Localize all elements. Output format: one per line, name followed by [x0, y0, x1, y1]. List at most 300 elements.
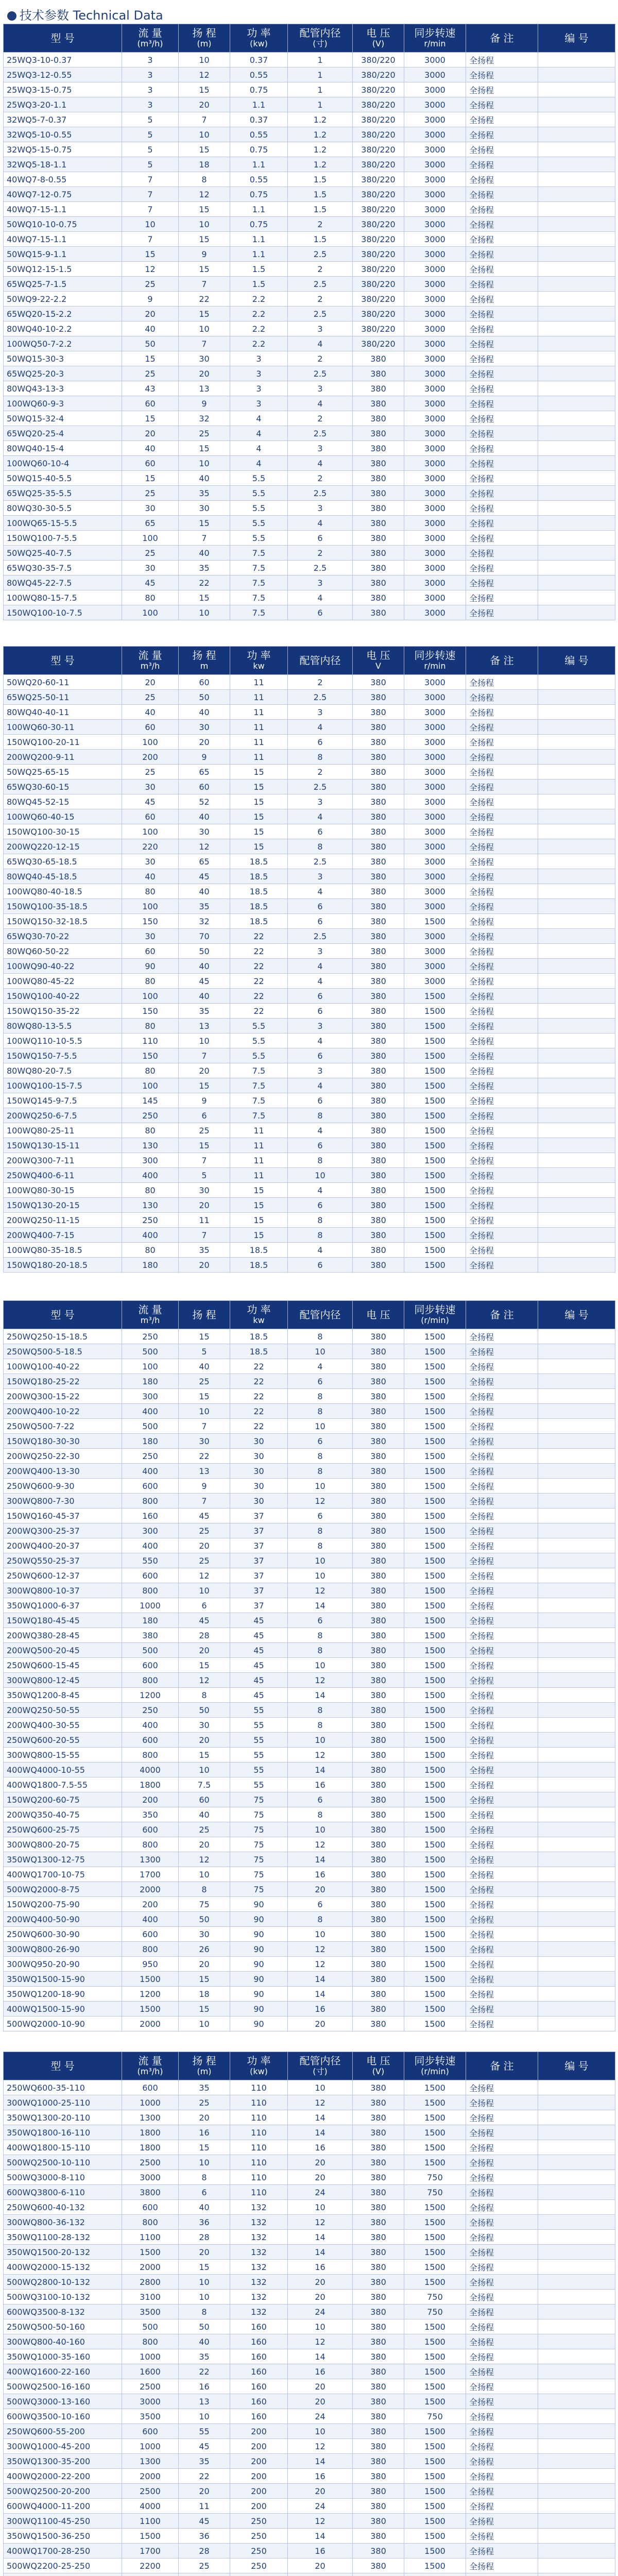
cell-model: 50WQ10-10-0.75 — [4, 217, 122, 232]
cell-speed: 3000 — [404, 779, 466, 794]
cell-pipe-diameter: 8 — [288, 839, 353, 854]
cell-model: 350WQ1300-20-110 — [4, 2110, 122, 2125]
cell-power: 4 — [230, 426, 288, 441]
cell-pipe-diameter: 16 — [288, 1777, 353, 1792]
cell-flow: 145 — [122, 1093, 179, 1108]
cell-remark: 全扬程 — [466, 1837, 538, 1852]
cell-speed: 3000 — [404, 750, 466, 765]
technical-data-table-1 — [3, 24, 615, 620]
cell-speed: 3000 — [404, 690, 466, 705]
cell-flow: 400 — [122, 1718, 179, 1733]
cell-pipe-diameter: 1.5 — [288, 232, 353, 247]
cell-voltage: 380 — [353, 1123, 404, 1138]
cell-pipe-diameter: 6 — [288, 1138, 353, 1153]
cell-remark: 全扬程 — [466, 1643, 538, 1658]
column-header-label: 配管内径 — [299, 2055, 341, 2067]
cell-power: 0.75 — [230, 187, 288, 202]
cell-power: 0.75 — [230, 217, 288, 232]
cell-code — [538, 590, 615, 605]
cell-voltage: 380 — [353, 1957, 404, 1972]
cell-head: 40 — [179, 809, 230, 824]
table-row — [4, 2439, 615, 2454]
cell-model: 65WQ30-60-15 — [4, 779, 122, 794]
cell-flow: 50 — [122, 336, 179, 351]
cell-speed — [404, 2573, 466, 2576]
cell-model: 250WQ600-9-30 — [4, 1479, 122, 1494]
cell-code — [538, 2155, 615, 2170]
cell-flow: 800 — [122, 2215, 179, 2230]
cell-model: 300WQ800-26-90 — [4, 1942, 122, 1957]
table-row — [4, 914, 615, 929]
cell-flow: 1500 — [122, 2245, 179, 2260]
cell-speed: 3000 — [404, 959, 466, 974]
cell-code — [538, 1942, 615, 1957]
cell-power: 132 — [230, 2245, 288, 2260]
cell-code — [538, 2290, 615, 2304]
cell-pipe-diameter: 2 — [288, 471, 353, 486]
cell-model: 80WQ60-50-22 — [4, 944, 122, 959]
cell-pipe-diameter: 2 — [288, 351, 353, 366]
cell-model: 400WQ2000-15-132 — [4, 2260, 122, 2275]
cell-model: 50WQ15-40-5.5 — [4, 471, 122, 486]
cell-power: 22 — [230, 959, 288, 974]
cell-head: 12 — [179, 1568, 230, 1583]
table-row — [4, 1867, 615, 1882]
cell-speed: 3000 — [404, 884, 466, 899]
cell-flow: 30 — [122, 501, 179, 516]
bullet-dot-icon — [7, 11, 16, 21]
cell-voltage: 380 — [353, 1538, 404, 1553]
cell-pipe-diameter: 12 — [288, 1748, 353, 1762]
cell-remark: 全扬程 — [466, 1419, 538, 1434]
cell-code — [538, 2275, 615, 2290]
cell-code — [538, 705, 615, 720]
cell-power: 75 — [230, 1807, 288, 1822]
cell-power: 132 — [230, 2230, 288, 2245]
cell-model: 250WQ600-15-45 — [4, 1658, 122, 1673]
cell-remark: 全扬程 — [466, 2215, 538, 2230]
cell-head: 60 — [179, 779, 230, 794]
cell-head: 7 — [179, 112, 230, 127]
table-row — [4, 2185, 615, 2200]
cell-voltage: 380 — [353, 441, 404, 456]
table-header-row — [4, 647, 615, 675]
cell-remark: 全扬程 — [466, 232, 538, 247]
cell-flow: 5 — [122, 112, 179, 127]
cell-head: 45 — [179, 869, 230, 884]
cell-head: 16 — [179, 2125, 230, 2140]
table-row — [4, 2319, 615, 2334]
cell-code — [538, 1509, 615, 1523]
cell-voltage: 380 — [353, 899, 404, 914]
cell-model: 65WQ25-50-11 — [4, 690, 122, 705]
cell-head: 15 — [179, 1389, 230, 1404]
cell-speed: 3000 — [404, 854, 466, 869]
cell-remark: 全扬程 — [466, 411, 538, 426]
cell-flow: 3 — [122, 82, 179, 97]
cell-remark: 全扬程 — [466, 1494, 538, 1509]
table-row — [4, 809, 615, 824]
cell-remark: 全扬程 — [466, 202, 538, 217]
cell-flow: 400 — [122, 1404, 179, 1419]
cell-pipe-diameter: 8 — [288, 1628, 353, 1643]
cell-pipe-diameter: 1 — [288, 97, 353, 112]
cell-head: 7 — [179, 277, 230, 292]
cell-model: 150WQ180-30-30 — [4, 1434, 122, 1449]
cell-pipe-diameter: 8 — [288, 1912, 353, 1927]
cell-speed: 3000 — [404, 735, 466, 750]
cell-head: 20 — [179, 1837, 230, 1852]
cell-remark: 全扬程 — [466, 1033, 538, 1048]
cell-voltage: 380 — [353, 561, 404, 575]
cell-head: 30 — [179, 1927, 230, 1942]
cell-pipe-diameter: 2 — [288, 546, 353, 561]
cell-head: 26 — [179, 1942, 230, 1957]
cell-code — [538, 2454, 615, 2469]
column-header-remark — [466, 647, 538, 675]
table-row — [4, 1673, 615, 1688]
cell-pipe-diameter: 3 — [288, 381, 353, 396]
cell-model: 100WQ65-15-5.5 — [4, 516, 122, 531]
cell-remark: 全扬程 — [466, 2439, 538, 2454]
cell-power: 22 — [230, 1359, 288, 1374]
cell-pipe-diameter: 24 — [288, 2185, 353, 2200]
column-header-label: 同步转速 — [414, 2055, 456, 2067]
cell-model: 250WQ600-20-55 — [4, 1733, 122, 1748]
cell-remark: 全扬程 — [466, 441, 538, 456]
cell-voltage: 380 — [353, 1583, 404, 1598]
table-row — [4, 675, 615, 690]
cell-pipe-diameter: 3 — [288, 575, 353, 590]
table-row — [4, 1048, 615, 1063]
cell-pipe-diameter: 12 — [288, 1837, 353, 1852]
cell-remark: 全扬程 — [466, 2230, 538, 2245]
cell-voltage: 380 — [353, 2439, 404, 2454]
cell-voltage: 380 — [353, 2185, 404, 2200]
table-row — [4, 2469, 615, 2484]
cell-voltage: 380 — [353, 411, 404, 426]
cell-voltage: 380 — [353, 1419, 404, 1434]
cell-flow: 2200 — [122, 2558, 179, 2573]
cell-voltage: 380 — [353, 2484, 404, 2499]
cell-pipe-diameter: 14 — [288, 1688, 353, 1703]
cell-model: 150WQ180-20-18.5 — [4, 1258, 122, 1273]
column-header-label: 配管内径 — [299, 1308, 341, 1321]
cell-code — [538, 247, 615, 262]
cell-model: 350WQ1300-12-75 — [4, 1852, 122, 1867]
table-row — [4, 1063, 615, 1078]
cell-voltage: 380 — [353, 1777, 404, 1792]
cell-model: 100WQ80-30-15 — [4, 1183, 122, 1198]
column-header-label: 电 压 — [366, 2055, 390, 2067]
cell-head: 30 — [179, 1718, 230, 1733]
cell-remark: 全扬程 — [466, 336, 538, 351]
cell-voltage: 380 — [353, 2394, 404, 2409]
cell-model: 200WQ300-15-22 — [4, 1389, 122, 1404]
table-row — [4, 501, 615, 516]
cell-model: 100WQ60-10-4 — [4, 456, 122, 471]
cell-code — [538, 884, 615, 899]
cell-voltage: 380 — [353, 1078, 404, 1093]
cell-flow: 3500 — [122, 2304, 179, 2319]
cell-pipe-diameter: 20 — [288, 2290, 353, 2304]
cell-power: 30 — [230, 1464, 288, 1479]
cell-power: 15 — [230, 809, 288, 824]
cell-pipe-diameter: 10 — [288, 1927, 353, 1942]
cell-voltage: 380 — [353, 2110, 404, 2125]
table-row — [4, 750, 615, 765]
column-header-label: 备 注 — [490, 654, 514, 667]
cell-head: 10 — [179, 127, 230, 142]
cell-remark: 全扬程 — [466, 172, 538, 187]
cell-pipe-diameter: 24 — [288, 2409, 353, 2424]
cell-remark: 全扬程 — [466, 735, 538, 750]
cell-code — [538, 750, 615, 765]
cell-speed: 1500 — [404, 2364, 466, 2379]
table-row — [4, 2349, 615, 2364]
cell-code — [538, 1912, 615, 1927]
cell-flow: 380 — [122, 1628, 179, 1643]
cell-code — [538, 1777, 615, 1792]
cell-remark: 全扬程 — [466, 1004, 538, 1019]
cell-remark: 全扬程 — [466, 1093, 538, 1108]
cell-speed: 1500 — [404, 2558, 466, 2573]
cell-remark: 全扬程 — [466, 2364, 538, 2379]
cell-code — [538, 501, 615, 516]
cell-flow: 80 — [122, 884, 179, 899]
cell-pipe-diameter: 4 — [288, 720, 353, 735]
table-header-row — [4, 24, 615, 53]
cell-speed: 3000 — [404, 675, 466, 690]
cell-pipe-diameter: 3 — [288, 321, 353, 336]
cell-head: 20 — [179, 1957, 230, 1972]
table-row — [4, 1553, 615, 1568]
cell-remark: 全扬程 — [466, 854, 538, 869]
table-row — [4, 2016, 615, 2031]
cell-power: 1.5 — [230, 277, 288, 292]
cell-remark: 全扬程 — [466, 989, 538, 1004]
table-row — [4, 1374, 615, 1389]
cell-head: 40 — [179, 471, 230, 486]
cell-remark: 全扬程 — [466, 2002, 538, 2016]
cell-model: 400WQ2000-22-200 — [4, 2469, 122, 2484]
column-header-remark — [466, 1301, 538, 1329]
cell-speed: 1500 — [404, 1108, 466, 1123]
cell-power: 132 — [230, 2275, 288, 2290]
cell-speed: 1500 — [404, 2110, 466, 2125]
cell-model: 300WQ800-15-55 — [4, 1748, 122, 1762]
cell-flow: 100 — [122, 605, 179, 620]
cell-flow: 100 — [122, 531, 179, 546]
cell-code — [538, 1538, 615, 1553]
cell-voltage: 380 — [353, 2002, 404, 2016]
cell-head: 15 — [179, 232, 230, 247]
cell-code — [538, 2514, 615, 2529]
cell-flow: 1500 — [122, 1972, 179, 1987]
cell-code — [538, 1033, 615, 1048]
cell-head: 13 — [179, 1464, 230, 1479]
cell-speed: 1500 — [404, 1942, 466, 1957]
cell-pipe-diameter: 6 — [288, 1792, 353, 1807]
table-row — [4, 1538, 615, 1553]
cell-head: 10 — [179, 217, 230, 232]
cell-pipe-diameter: 8 — [288, 1449, 353, 1464]
cell-head: 10 — [179, 456, 230, 471]
cell-remark: 全扬程 — [466, 2484, 538, 2499]
cell-flow: 45 — [122, 575, 179, 590]
cell-code — [538, 441, 615, 456]
cell-power: 22 — [230, 1004, 288, 1019]
cell-code — [538, 1807, 615, 1822]
cell-voltage: 380 — [353, 486, 404, 501]
cell-flow: 3800 — [122, 2185, 179, 2200]
table-row — [4, 1748, 615, 1762]
cell-voltage: 380/220 — [353, 262, 404, 277]
cell-flow: 500 — [122, 1643, 179, 1658]
cell-power: 15 — [230, 824, 288, 839]
cell-flow: 25 — [122, 277, 179, 292]
cell-voltage: 380 — [353, 989, 404, 1004]
cell-code — [538, 720, 615, 735]
cell-pipe-diameter: 6 — [288, 1374, 353, 1389]
cell-voltage: 380 — [353, 2349, 404, 2364]
cell-remark: 全扬程 — [466, 1852, 538, 1867]
cell-pipe-diameter: 2 — [288, 217, 353, 232]
cell-remark: 全扬程 — [466, 1658, 538, 1673]
cell-model: 150WQ100-10-7.5 — [4, 605, 122, 620]
cell-pipe-diameter: 14 — [288, 2454, 353, 2469]
cell-model: 100WQ60-9-3 — [4, 396, 122, 411]
column-header-voltage — [353, 647, 404, 675]
cell-code — [538, 2245, 615, 2260]
cell-pipe-diameter: 20 — [288, 2379, 353, 2394]
cell-flow: 80 — [122, 1243, 179, 1258]
cell-speed: 1500 — [404, 1153, 466, 1168]
cell-remark: 全扬程 — [466, 366, 538, 381]
cell-head: 7 — [179, 1228, 230, 1243]
column-header-power — [230, 1301, 288, 1329]
cell-pipe-diameter: 16 — [288, 2544, 353, 2558]
cell-model: 300WQ950-20-90 — [4, 1957, 122, 1972]
table-header-row — [4, 2052, 615, 2080]
table-row — [4, 426, 615, 441]
cell-speed: 1500 — [404, 1404, 466, 1419]
cell-speed: 750 — [404, 2170, 466, 2185]
cell-voltage: 380 — [353, 1598, 404, 1613]
cell-power: 37 — [230, 1553, 288, 1568]
table-row — [4, 471, 615, 486]
cell-flow: 200 — [122, 750, 179, 765]
cell-power: 18.5 — [230, 914, 288, 929]
cell-remark: 全扬程 — [466, 765, 538, 779]
cell-speed: 1500 — [404, 1213, 466, 1228]
cell-remark: 全扬程 — [466, 307, 538, 321]
table-row — [4, 561, 615, 575]
cell-flow: 80 — [122, 1019, 179, 1033]
cell-head: 75 — [179, 1897, 230, 1912]
cell-speed: 3000 — [404, 486, 466, 501]
cell-pipe-diameter: 8 — [288, 1538, 353, 1553]
cell-speed: 3000 — [404, 561, 466, 575]
cell-head: 28 — [179, 2544, 230, 2558]
cell-voltage: 380 — [353, 1479, 404, 1494]
cell-model: 80WQ40-45-18.5 — [4, 869, 122, 884]
cell-power: 90 — [230, 1957, 288, 1972]
cell-voltage: 380/220 — [353, 142, 404, 157]
cell-voltage: 380 — [353, 2125, 404, 2140]
cell-head: 12 — [179, 839, 230, 854]
cell-remark: 全扬程 — [466, 1449, 538, 1464]
table-row — [4, 396, 615, 411]
cell-flow: 80 — [122, 1183, 179, 1198]
cell-code — [538, 1123, 615, 1138]
cell-power: 90 — [230, 1927, 288, 1942]
cell-pipe-diameter: 4 — [288, 396, 353, 411]
cell-voltage: 380 — [353, 2095, 404, 2110]
table-row — [4, 884, 615, 899]
cell-voltage: 380 — [353, 2140, 404, 2155]
cell-pipe-diameter: 12 — [288, 2334, 353, 2349]
cell-voltage: 380 — [353, 1987, 404, 2002]
cell-model: 65WQ25-35-5.5 — [4, 486, 122, 501]
cell-model: 40WQ7-12-0.75 — [4, 187, 122, 202]
table-row — [4, 2002, 615, 2016]
cell-pipe-diameter: 1 — [288, 53, 353, 67]
cell-power: 1.1 — [230, 247, 288, 262]
cell-pipe-diameter: 1.2 — [288, 142, 353, 157]
cell-model: 250WQ600-25-75 — [4, 1822, 122, 1837]
cell-flow: 250 — [122, 1108, 179, 1123]
column-header-unit: (V) — [372, 2066, 385, 2077]
cell-pipe-diameter: 14 — [288, 2230, 353, 2245]
cell-pipe-diameter: 8 — [288, 1703, 353, 1718]
cell-voltage: 380 — [353, 824, 404, 839]
cell-power: 22 — [230, 1404, 288, 1419]
cell-speed: 3000 — [404, 426, 466, 441]
cell-remark: 全扬程 — [466, 1374, 538, 1389]
cell-flow: 1600 — [122, 2364, 179, 2379]
cell-speed: 1500 — [404, 1419, 466, 1434]
cell-flow: 3000 — [122, 2170, 179, 2185]
cell-head: 40 — [179, 959, 230, 974]
cell-speed: 1500 — [404, 1359, 466, 1374]
cell-head: 8 — [179, 172, 230, 187]
cell-pipe-diameter: 1.2 — [288, 157, 353, 172]
cell-remark: 全扬程 — [466, 97, 538, 112]
cell-head: 15 — [179, 2002, 230, 2016]
table-row — [4, 839, 615, 854]
column-header-label: 功 率 — [247, 649, 271, 662]
cell-flow: 7 — [122, 232, 179, 247]
cell-flow: 800 — [122, 1837, 179, 1852]
table-row — [4, 1004, 615, 1019]
cell-power: 55 — [230, 1718, 288, 1733]
table-row — [4, 2514, 615, 2529]
cell-remark: 全扬程 — [466, 705, 538, 720]
cell-voltage: 380 — [353, 1329, 404, 1344]
cell-flow: 600 — [122, 1927, 179, 1942]
cell-speed: 3000 — [404, 142, 466, 157]
cell-power: 37 — [230, 1568, 288, 1583]
column-header-unit: (kw) — [250, 39, 268, 49]
cell-remark: 全扬程 — [466, 1762, 538, 1777]
cell-pipe-diameter: 20 — [288, 2155, 353, 2170]
cell-power: 1.1 — [230, 232, 288, 247]
table-row — [4, 1093, 615, 1108]
cell-power: 160 — [230, 2409, 288, 2424]
cell-power: 30 — [230, 1494, 288, 1509]
cell-model: 150WQ150-32-18.5 — [4, 914, 122, 929]
